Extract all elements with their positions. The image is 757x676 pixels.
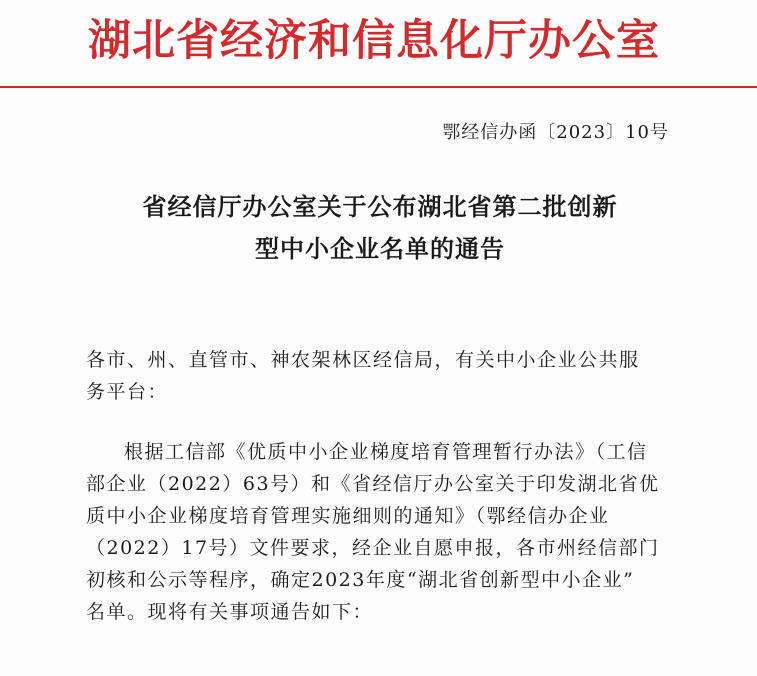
body-paragraph: [86, 436, 686, 628]
masthead-red-rule: [0, 86, 757, 88]
title-line-2: 型中小企业名单的通告: [255, 235, 505, 263]
salutation-line-1: 各市、州、直管市、神农架林区经信局，有关中小企业公共服: [86, 349, 640, 371]
document-title: [80, 186, 680, 270]
salutation-line-2: 务平台：: [86, 381, 169, 403]
salutation: [86, 344, 686, 408]
document-number: 鄂经信办函〔2023〕10号: [442, 122, 669, 143]
paragraph-line: （2022）17号）文件要求，经企业自愿申报，各市州经信部门: [86, 537, 660, 559]
paragraph-line: 质中小企业梯度培育管理实施细则的通知》（鄂经信办企业: [86, 505, 610, 527]
title-line-1: 省经信厅办公室关于公布湖北省第二批创新: [142, 193, 618, 221]
paragraph-line: 初核和公示等程序，确定2023年度“湖北省创新型中小企业”: [86, 569, 635, 591]
masthead-title: 湖北省经济和信息化厅办公室: [88, 16, 660, 66]
paragraph-line: 部企业（2022）63号）和《省经信厅办公室关于印发湖北省优: [86, 473, 660, 495]
paragraph-line: 根据工信部《优质中小企业梯度培育管理暂行办法》（工信: [124, 441, 648, 463]
paragraph-line: 名单。现将有关事项通告如下：: [86, 601, 374, 623]
